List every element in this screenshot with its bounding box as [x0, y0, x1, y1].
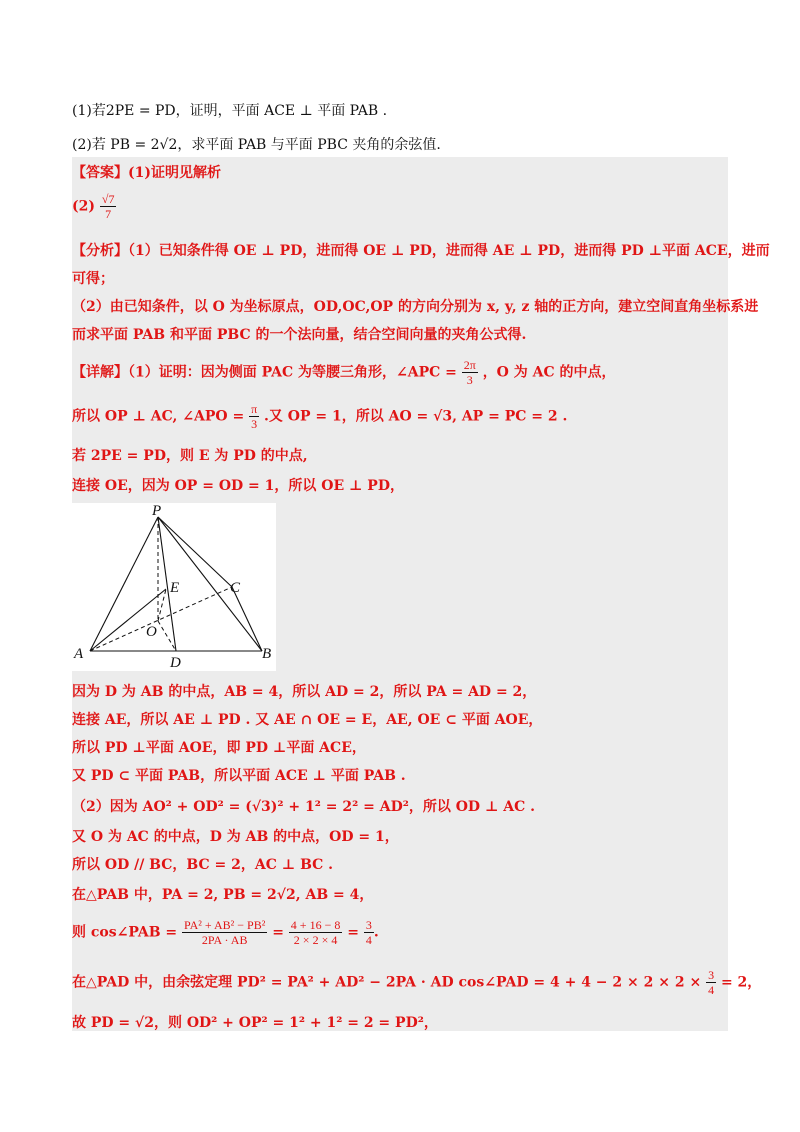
detail-line-8: 又 PD ⊂ 平面 PAB，所以平面 ACE ⊥ 平面 PAB . — [72, 768, 406, 784]
hidden-segment-oe — [158, 589, 166, 621]
cos-fraction-3 — [364, 918, 374, 947]
detail-line-12: 在△PAB 中，PA = 2, PB = 2√2, AB = 4， — [72, 887, 374, 903]
detail-line-1 — [72, 358, 616, 387]
answer-numerator: √7 — [101, 192, 115, 206]
label-d: D — [170, 655, 181, 671]
detail-line-4: 连接 OE，因为 OP = OD = 1，所以 OE ⊥ PD， — [72, 478, 404, 494]
label-e: E — [170, 580, 180, 596]
detail-line-14 — [72, 968, 761, 997]
label-o: O — [146, 624, 157, 640]
detail-line-5: 因为 D 为 AB 的中点，AB = 4，所以 AD = 2，所以 PA = AD = 2， — [72, 684, 537, 700]
question-part-2: (2)若 PB = 2√2，求平面 PAB 与平面 PBC 夹角的余弦值. — [72, 137, 441, 153]
answer-header: 【答案】(1)证明见解析 — [72, 165, 221, 181]
apo-numerator: π — [251, 402, 258, 416]
angle-denominator: 3 — [466, 373, 473, 387]
label-b: B — [262, 646, 272, 662]
law-of-cosines-den: 4 — [708, 983, 715, 997]
cos-fraction-2 — [289, 918, 343, 947]
angle-numerator: 2π — [463, 358, 476, 372]
answer-part-2 — [72, 192, 116, 221]
detail-line-9: （2）因为 AO² + OD² = (√3)² + 1² = 2² = AD²，所以 OD ⊥ AC . — [72, 799, 536, 815]
analysis-line-2: 可得； — [72, 271, 114, 287]
law-of-cosines-text: 在△PAD 中，由余弦定理 PD² = PA² + AD² − 2PA · AD cos∠PAD = 4 + 4 − 2 × 2 × 2 × — [72, 974, 702, 991]
detail-line-7: 所以 PD ⊥平面 AOE，即 PD ⊥平面 ACE， — [72, 740, 366, 756]
cos-fraction-2-den: 2 × 2 × 4 — [293, 933, 338, 947]
detail-line-13: 则 cos∠PAB = $\frac{\text{PA² + AB² − PB²}}{2PA \cdot AB}$ = $\frac{4 + 16 - 8}{2 \times 2 \times 4}$ = $\frac{3}{4}$ . — [72, 918, 379, 947]
cos-fraction-3-num: 3 — [365, 918, 372, 932]
detail-line-2 — [72, 402, 567, 431]
hidden-segment-od — [158, 621, 176, 651]
cos-equals-2: = — [347, 924, 359, 941]
detail-line-2-tail: .又 OP = 1，所以 AO = √3, AP = PC = 2 . — [264, 408, 568, 425]
analysis-line-3: （2）由已知条件，以 O 为坐标原点，OD,OC,OP 的方向分别为 x, y, z 轴的正方向，建立空间直角坐标系进 — [72, 299, 759, 315]
label-p: P — [152, 503, 162, 519]
law-of-cosines-tail: = 2， — [720, 974, 762, 991]
detail-line-11: 所以 OD // BC，BC = 2，AC ⊥ BC . — [72, 857, 334, 873]
apo-fraction — [249, 402, 259, 431]
apo-denominator: 3 — [251, 417, 258, 431]
answer-fraction — [100, 192, 117, 221]
detail-line-2-text: 所以 OP ⊥ AC, ∠APO = — [72, 408, 245, 425]
pyramid-figure — [72, 503, 276, 671]
cos-fraction-2-num: 4 + 16 − 8 — [290, 918, 341, 932]
question-part-1: (1)若2PE = PD，证明，平面 ACE ⊥ 平面 PAB . — [72, 103, 388, 119]
edge-pc — [158, 517, 232, 587]
analysis-line-4: 而求平面 PAB 和平面 PBC 的一个法向量，结合空间向量的夹角公式得. — [72, 327, 527, 343]
cos-fraction-1-den: 2PA · AB — [201, 933, 248, 947]
law-of-cosines-num: 3 — [708, 968, 715, 982]
detail-line-1-text: 【详解】（1）证明：因为侧面 PAC 为等腰三角形，∠APC = — [72, 364, 457, 381]
analysis-line-1: 【分析】（1）已知条件得 OE ⊥ PD，进而得 OE ⊥ PD，进而得 AE ⊥ PD，进而得 PD ⊥平面 ACE，进而 — [72, 243, 770, 259]
segment-ae — [90, 589, 166, 651]
cos-fraction-1 — [182, 918, 267, 947]
law-of-cosines-fraction — [706, 968, 716, 997]
label-a: A — [74, 646, 84, 662]
cos-equals-1: = — [272, 924, 284, 941]
pyramid-diagram — [72, 503, 276, 671]
detail-line-6: 连接 AE，所以 AE ⊥ PD . 又 AE ∩ OE = E，AE, OE ⊂ 平面 AOE， — [72, 712, 543, 728]
label-c: C — [230, 580, 241, 596]
answer-denominator: 7 — [105, 207, 112, 221]
detail-line-15: 故 PD = √2，则 OD² + OP² = 1² + 1² = 2 = PD²， — [72, 1015, 438, 1031]
answer-part-2-label: (2) — [72, 198, 95, 215]
detail-line-3: 若 2PE = PD，则 E 为 PD 的中点, — [72, 448, 308, 464]
hidden-edge-ac — [90, 587, 232, 651]
cos-lead: 则 cos∠PAB = — [72, 924, 178, 941]
angle-fraction — [462, 358, 478, 387]
cos-fraction-1-num: PA² + AB² − PB² — [184, 918, 266, 932]
detail-line-10: 又 O 为 AC 的中点，D 为 AB 的中点，OD = 1， — [72, 829, 399, 845]
cos-fraction-3-den: 4 — [365, 933, 372, 947]
detail-line-1-tail: ，O 为 AC 的中点， — [482, 364, 616, 381]
